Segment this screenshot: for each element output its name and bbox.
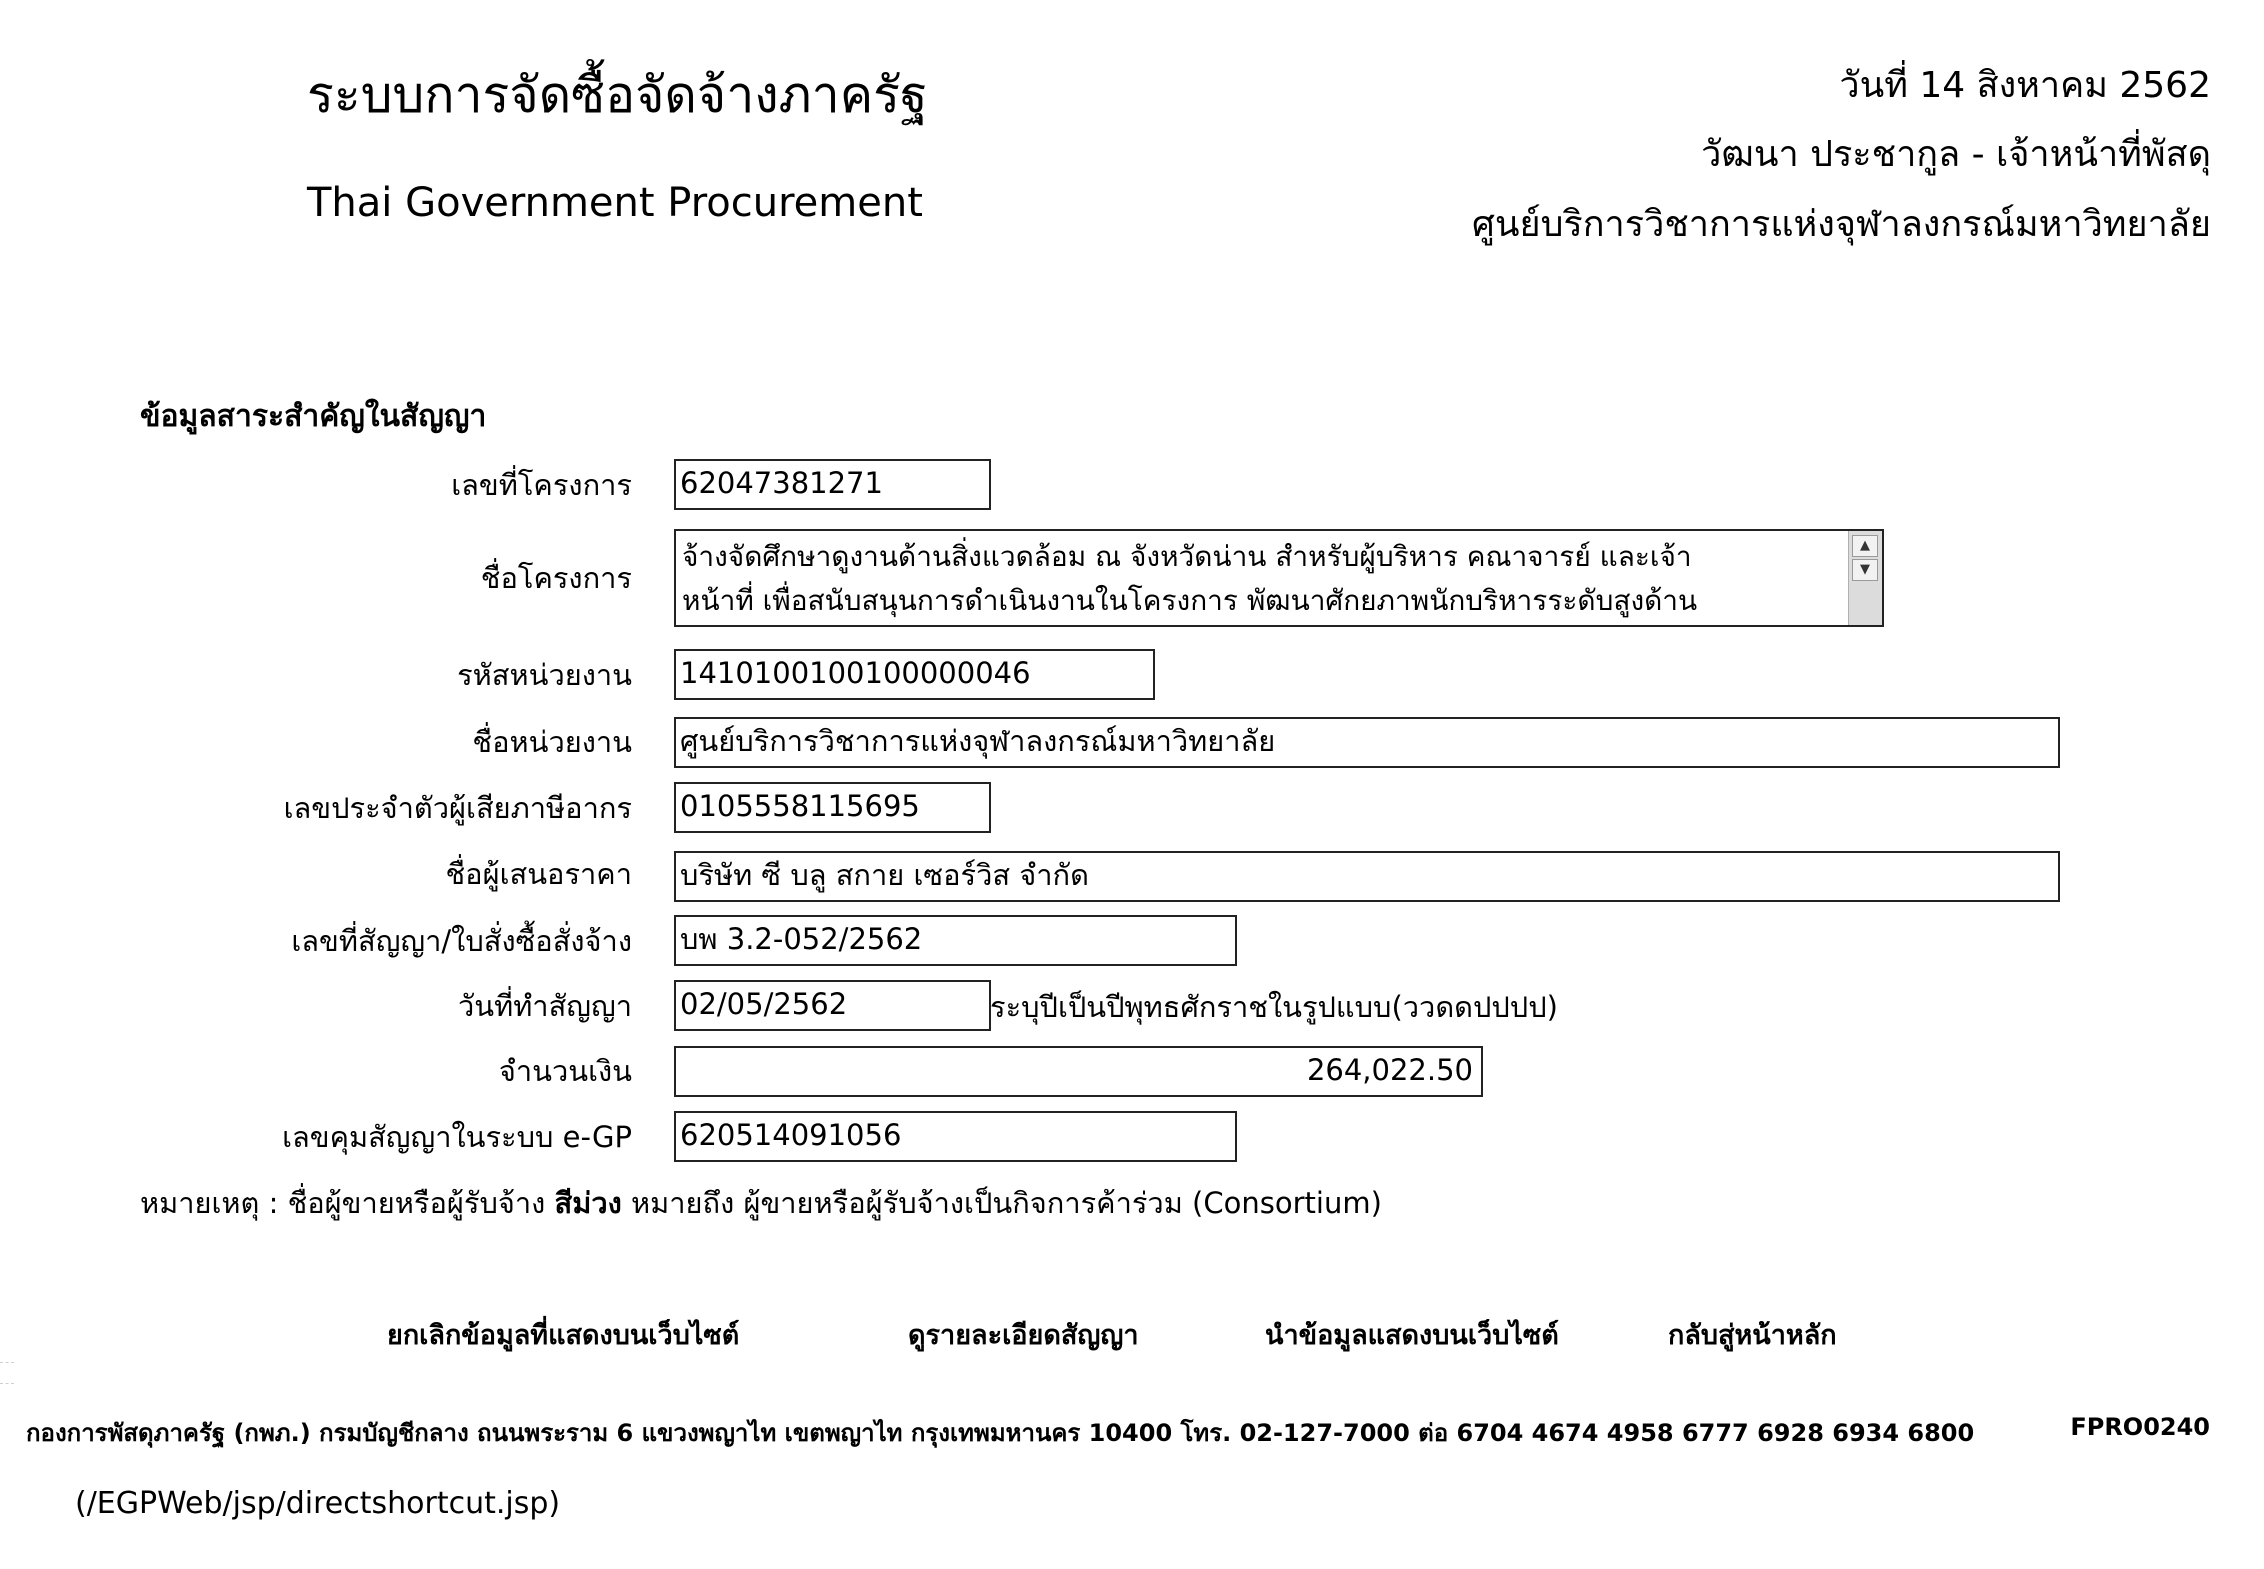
egp-no-label: เลขคุมสัญญาในระบบ e-GP [282,1120,632,1154]
scroll-up-icon[interactable]: ▲ [1852,535,1878,557]
system-title: ระบบการจัดซื้อจัดจ้างภาครัฐ [307,66,928,124]
publish-link[interactable]: นำข้อมูลแสดงบนเว็บไซต์ [1265,1320,1559,1351]
agency-name-field[interactable]: ศูนย์บริการวิชาการแห่งจุฬาลงกรณ์มหาวิทยาลัย [674,717,2060,768]
note-emphasis: สีม่วง [554,1186,622,1220]
system-subtitle: Thai Government Procurement [307,180,923,226]
consortium-note [140,1180,1382,1226]
note-prefix: หมายเหตุ : ชื่อผู้ขายหรือผู้รับจ้าง [140,1186,555,1220]
amount-label: จำนวนเงิน [498,1054,632,1088]
contract-date-label: วันที่ทำสัญญา [457,989,632,1023]
contract-no-field[interactable]: บพ 3.2-052/2562 [674,915,1237,966]
user-info: วัฒนา ประชากูล - เจ้าหน้าที่พัสดุ [1701,134,2211,175]
project-name-label: ชื่อโครงการ [480,561,632,595]
contract-date-field[interactable]: 02/05/2562 [674,980,991,1031]
project-no-label: เลขที่โครงการ [451,468,632,502]
amount-field[interactable]: 264,022.50 [674,1046,1483,1097]
home-link[interactable]: กลับสู่หน้าหลัก [1668,1320,1837,1351]
contract-no-label: เลขที่สัญญา/ใบสั่งซื้อสั่งจ้าง [291,924,632,958]
bidder-name-field[interactable]: บริษัท ซี บลู สกาย เซอร์วิส จำกัด [674,851,2060,902]
left-edge-divider [0,1362,14,1384]
bidder-name-label: ชื่อผู้เสนอราคา [445,857,632,891]
cancel-display-link[interactable]: ยกเลิกข้อมูลที่แสดงบนเว็บไซต์ [387,1320,740,1351]
egp-no-field[interactable]: 620514091056 [674,1111,1237,1162]
agency-code-field[interactable]: 1410100100100000046 [674,649,1155,700]
agency-name-label: ชื่อหน่วยงาน [472,725,632,759]
scroll-down-icon[interactable]: ▼ [1852,559,1878,581]
project-name-line-2: หน้าที่ เพื่อสนับสนุนการดำเนินงานในโครงการ พัฒนาศักยภาพนักบริหารระดับสูงด้าน [682,584,1698,617]
project-no-field[interactable]: 62047381271 [674,459,991,510]
view-contract-link[interactable]: ดูรายละเอียดสัญญา [908,1320,1139,1351]
page-code: FPRO0240 [2070,1413,2210,1441]
footer-address: กองการพัสดุภาครัฐ (กพภ.) กรมบัญชีกลาง ถนนพระราม 6 แขวงพญาไท เขตพญาไท กรุงเทพมหานคร 10400 โทร. 02-127-7000 ต่อ 6704 4674 4958 6777 6928 6934 6800 [26,1419,1975,1447]
tax-id-field[interactable]: 0105558115695 [674,782,991,833]
current-date: วันที่ 14 สิงหาคม 2562 [1839,65,2211,106]
project-name-textarea[interactable] [674,529,1884,627]
section-heading: ข้อมูลสาระสำคัญในสัญญา [140,399,487,434]
project-name-line-1: จ้างจัดศึกษาดูงานด้านสิ่งแวดล้อม ณ จังหวัดน่าน สำหรับผู้บริหาร คณาจารย์ และเจ้า [682,540,1692,573]
user-organization: ศูนย์บริการวิชาการแห่งจุฬาลงกรณ์มหาวิทยาลัย [1472,204,2211,245]
agency-code-label: รหัสหน่วยงาน [457,658,632,692]
url-path: (/EGPWeb/jsp/directshortcut.jsp) [75,1486,561,1521]
textarea-scrollbar[interactable] [1848,531,1882,625]
tax-id-label: เลขประจำตัวผู้เสียภาษีอากร [283,791,632,825]
note-suffix: หมายถึง ผู้ขายหรือผู้รับจ้างเป็นกิจการค้าร่วม (Consortium) [621,1186,1382,1220]
contract-date-hint: ระบุปีเป็นปีพุทธศักราชในรูปแบบ(ววดดปปปป) [990,990,1558,1024]
